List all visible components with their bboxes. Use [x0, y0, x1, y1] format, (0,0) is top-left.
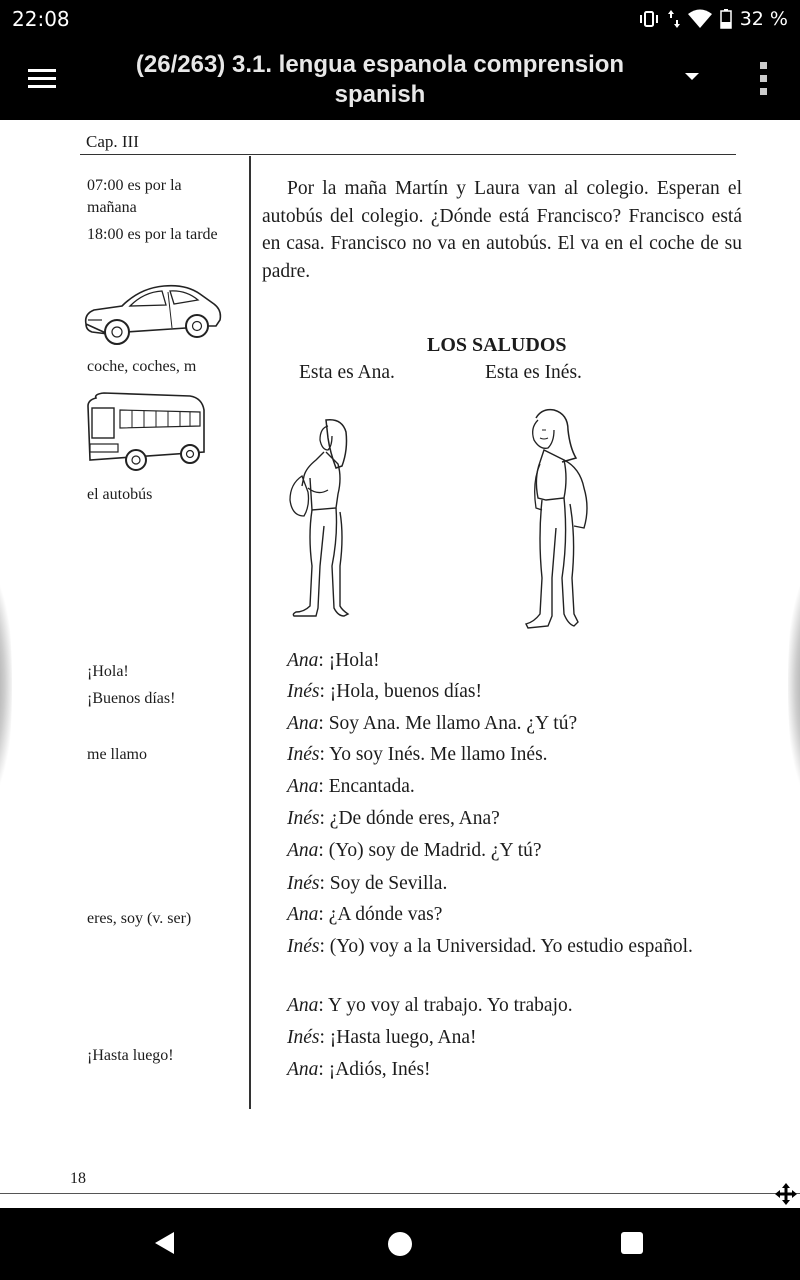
dialogue-line-11: [287, 992, 573, 1020]
dialogue-line-9: [287, 901, 442, 929]
caption-ines: Esta es Inés.: [485, 362, 582, 383]
speaker: Ana: [287, 904, 319, 925]
page-curl-shadow-left: [0, 565, 12, 805]
home-circle-icon[interactable]: [388, 1232, 412, 1256]
dialogue-line-8: [287, 870, 447, 898]
dialogue-line-13: [287, 1056, 431, 1084]
column-divider: [249, 156, 251, 1109]
dialogue-line-6: [287, 805, 500, 833]
speaker: Ana: [287, 995, 319, 1016]
data-arrows-icon: [668, 9, 680, 29]
line-text: : ¿De dónde eres, Ana?: [319, 808, 500, 829]
page-curl-shadow-right: [788, 565, 800, 805]
speaker: Ana: [287, 840, 319, 861]
dialogue-line-1: [287, 647, 380, 675]
bus-illustration: [86, 390, 208, 476]
section-heading: LOS SALUDOS: [427, 334, 567, 356]
document-page[interactable]: [0, 120, 800, 1208]
back-triangle-icon[interactable]: [150, 1228, 180, 1258]
speaker: Inés: [287, 744, 320, 765]
line-text: : (Yo) soy de Madrid. ¿Y tú?: [318, 840, 542, 861]
gloss-hasta-luego: ¡Hasta luego!: [87, 1047, 174, 1064]
vibrate-icon: [638, 10, 660, 28]
chapter-header: Cap. III: [86, 132, 139, 151]
line-text: : Soy de Sevilla.: [319, 873, 448, 894]
dialogue-line-4: [287, 741, 548, 769]
line-text: : ¿A dónde vas?: [318, 904, 443, 925]
ana-illustration: [282, 416, 358, 626]
dialogue-line-10: [262, 933, 740, 961]
line-text: : Y yo voy al trabajo. Yo trabajo.: [318, 995, 573, 1016]
gloss-bus: el autobús: [87, 486, 153, 503]
header-rule: [80, 154, 736, 155]
more-vert-icon: [752, 58, 776, 100]
dialogue-line-12: [287, 1024, 477, 1052]
battery-icon: [720, 9, 732, 29]
dialogue-line-7: [287, 837, 542, 865]
line-text: : Encantada.: [318, 776, 415, 797]
gloss-me-llamo: me llamo: [87, 746, 147, 763]
line-text: : ¡Adiós, Inés!: [318, 1059, 431, 1080]
system-nav-bar: [0, 1208, 800, 1280]
line-text: : (Yo) voy a la Universidad. Yo estudio español.: [319, 936, 693, 957]
more-options-button[interactable]: [752, 58, 776, 100]
app-bar: [0, 38, 800, 120]
speaker: Ana: [287, 650, 319, 671]
line-text: : ¡Hola, buenos días!: [319, 681, 482, 702]
line-text: : Soy Ana. Me llamo Ana. ¿Y tú?: [318, 713, 578, 734]
gloss-evening: 18:00 es por la tarde: [87, 226, 218, 243]
page-number: 18: [70, 1170, 86, 1187]
speaker: Ana: [287, 713, 319, 734]
status-icons: [638, 8, 788, 30]
speaker: Inés: [287, 808, 320, 829]
intro-paragraph: Por la maña Martín y Laura van al colegio. Esperan el autobús del colegio. ¿Dónde está Francisco? Francisco está en casa. Francisco no va en autobús. El va en el coche de su padre.: [262, 178, 742, 282]
gloss-car: coche, coches, m: [87, 358, 197, 375]
gloss-morning: 07:00 es por la mañana: [87, 177, 182, 216]
status-time: 22:08: [12, 7, 70, 31]
gloss-buenos-dias: ¡Buenos días!: [87, 690, 176, 707]
speaker: Inés: [287, 936, 320, 957]
gloss-hola: ¡Hola!: [87, 663, 129, 680]
speaker: Inés: [287, 873, 320, 894]
speaker: Ana: [287, 776, 319, 797]
line-text: : ¡Hasta luego, Ana!: [319, 1027, 477, 1048]
gloss-eres-soy: eres, soy (v. ser): [87, 910, 192, 927]
car-illustration: [82, 280, 224, 350]
caption-ana: Esta es Ana.: [299, 362, 395, 383]
line-text: : ¡Hola!: [318, 650, 380, 671]
dropdown-arrow-icon: [678, 62, 706, 92]
page-bottom-rule: [0, 1193, 800, 1194]
battery-percent: 32 %: [739, 8, 788, 30]
move-arrows-icon[interactable]: [774, 1182, 798, 1206]
speaker: Inés: [287, 1027, 320, 1048]
document-title: (26/263) 3.1. lengua espanola comprension spanish: [135, 51, 625, 108]
recents-square-icon[interactable]: [621, 1232, 643, 1254]
line-text: : Yo soy Inés. Me llamo Inés.: [319, 744, 548, 765]
speaker: Inés: [287, 681, 320, 702]
status-bar: [0, 0, 800, 38]
ines-illustration: [518, 408, 600, 634]
title-dropdown-button[interactable]: [678, 62, 706, 92]
dialogue-line-2: [287, 678, 482, 706]
hamburger-menu-icon: [22, 60, 62, 100]
speaker: Ana: [287, 1059, 319, 1080]
dialogue-line-3: [287, 710, 577, 738]
dialogue-line-5: [287, 773, 415, 801]
wifi-icon: [688, 9, 712, 29]
menu-button[interactable]: [22, 60, 62, 100]
